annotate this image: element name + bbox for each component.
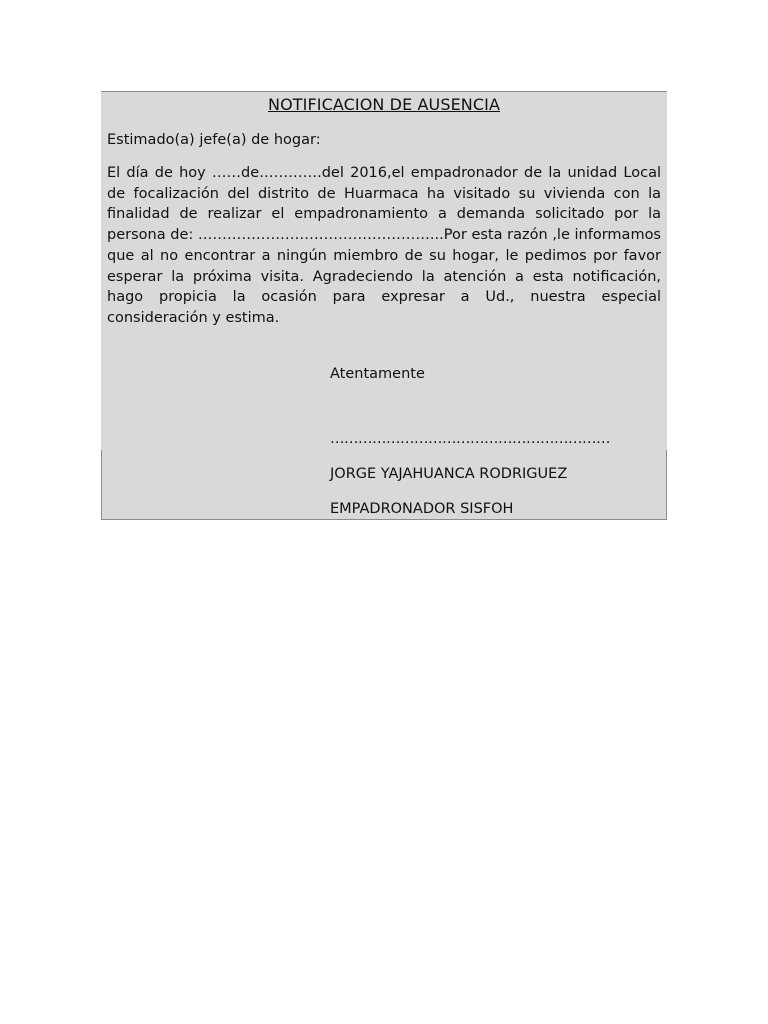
notice-closing: Atentamente: [330, 366, 425, 382]
right-border-divider: [666, 450, 667, 520]
signer-role: EMPADRONADOR SISFOH: [330, 501, 514, 517]
left-border-divider: [101, 450, 102, 520]
notice-body: El día de hoy ……de………….del 2016,el empadronador de la unidad Local de focalización del distrito de Huarmaca ha visitado su vivienda con la finalidad de realizar el empadronamiento a demanda solicitado por la persona de: …………………………………………...Por esta razón ,le informamos que al no encontrar a ningún miembro de su hogar, le pedimos por favor esperar la próxima visita. Agradeciendo la atención a esta notificación, hago propicia la ocasión para expresar a Ud., nuestra especial consideración y estima.: [107, 165, 661, 326]
notice-title: NOTIFICACION DE AUSENCIA: [268, 95, 500, 114]
notice-greeting: Estimado(a) jefe(a) de hogar:: [107, 132, 321, 148]
signer-name: JORGE YAJAHUANCA RODRIGUEZ: [330, 466, 568, 482]
signature-line: ……………………………………………………: [330, 431, 610, 447]
absence-notice-card: [101, 91, 667, 520]
